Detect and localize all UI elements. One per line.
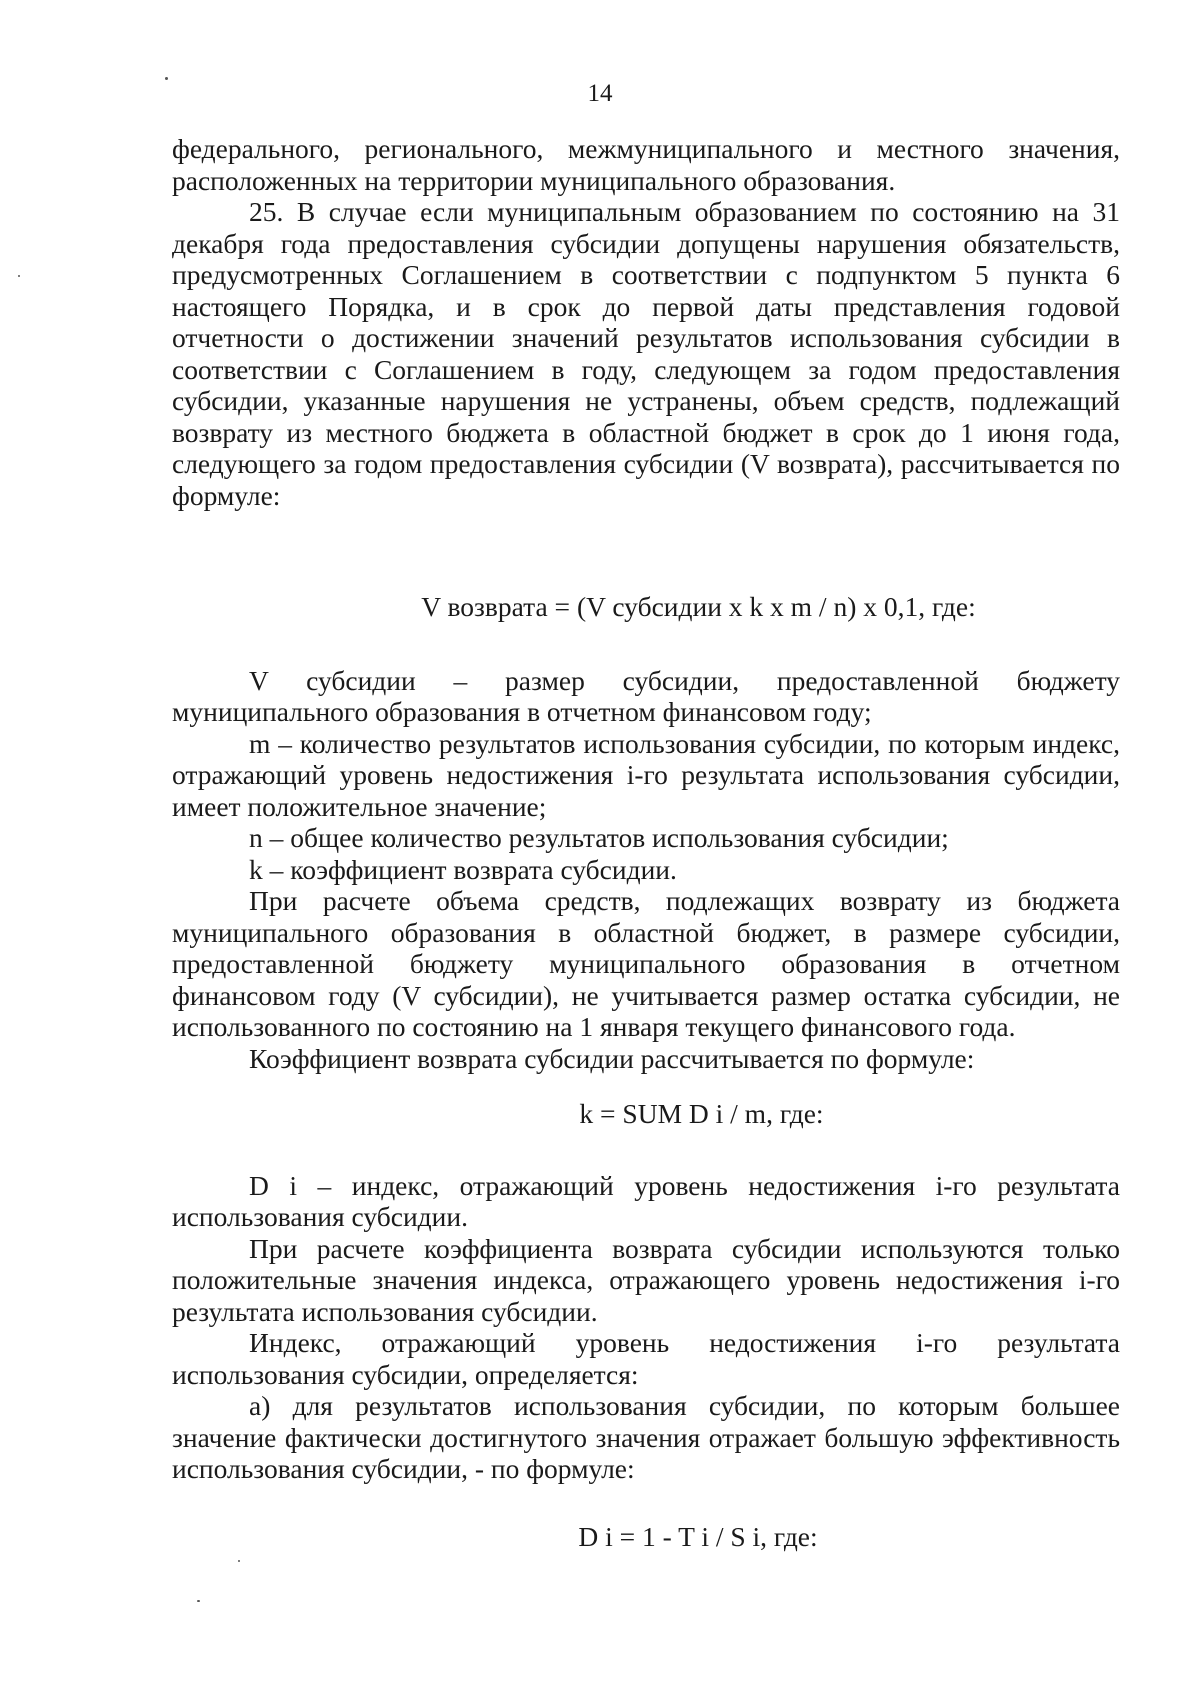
- scan-speck: [165, 77, 168, 80]
- scan-speck: [238, 1560, 240, 1562]
- scan-speck: [197, 1600, 200, 1602]
- paragraph: 25. В случае если муниципальным образованием по состоянию на 31 декабря года предоставления субсидии допущены нарушения обязательств, предусмотренных Соглашением в соответствии с подпунктом 5 пункта 6 настоящего Порядка, и в срок до первой даты представления годовой отчетности о достижении значений результатов использования субсидии в соответствии с Соглашением в году, следующем за годом предоставления субсидии, указанные нарушения не устранены, объем средств, подлежащий возврату из местного бюджета в областной бюджет в срок до 1 июня года, следующего за годом предоставления субсидии (V возврата), рассчитывается по формуле:: [172, 196, 1120, 511]
- paragraph: При расчете коэффициента возврата субсидии используются только положительные значения индекса, отражающего уровень недостижения i-го результата использования субсидии.: [172, 1232, 1120, 1327]
- document-body: [172, 133, 1120, 1552]
- scan-speck: [18, 275, 20, 277]
- page-number: 14: [587, 80, 613, 107]
- paragraph: n – общее количество результатов использования субсидии;: [249, 822, 949, 853]
- paragraph: федерального, регионального, межмуниципального и местного значения, расположенных на территории муниципального образования.: [172, 133, 1120, 196]
- paragraph-group-index: [172, 1170, 1120, 1485]
- paragraph: При расчете объема средств, подлежащих возврату из бюджета муниципального образования в областной бюджет, в размере субсидии, предоставленной бюджету муниципального образования в отчетном финансовом году (V субсидии), не учитывается размер остатка субсидии, не использованного по состоянию на 1 января текущего финансового года.: [172, 885, 1120, 1042]
- formula-v-return: V возврата = (V субсидии x k x m / n) x 0,1, где:: [421, 591, 976, 622]
- formula-k-coefficient: k = SUM D i / m, где:: [579, 1098, 824, 1129]
- paragraph: Индекс, отражающий уровень недостижения i-го результата использования субсидии, определяется:: [172, 1327, 1120, 1390]
- formula-d-index: D i = 1 - T i / S i, где:: [578, 1520, 818, 1552]
- paragraph: D i – индекс, отражающий уровень недостижения i-го результата использования субсидии.: [172, 1169, 1120, 1232]
- paragraph: Коэффициент возврата субсидии рассчитывается по формуле:: [249, 1042, 975, 1074]
- paragraph-group-definitions: [172, 665, 1120, 1075]
- paragraph: m – количество результатов использования субсидии, по которым индекс, отражающий уровень недостижения i-го результата использования субсидии, имеет положительное значение;: [172, 727, 1120, 822]
- paragraph: V субсидии – размер субсидии, предоставленной бюджету муниципального образования в отчетном финансовом году;: [172, 664, 1120, 727]
- paragraph-group-intro: [172, 133, 1120, 511]
- paragraph: а) для результатов использования субсидии, по которым большее значение фактически достигнутого значения отражает большую эффективность использования субсидии, - по формуле:: [172, 1390, 1120, 1484]
- paragraph: k – коэффициент возврата субсидии.: [249, 853, 677, 885]
